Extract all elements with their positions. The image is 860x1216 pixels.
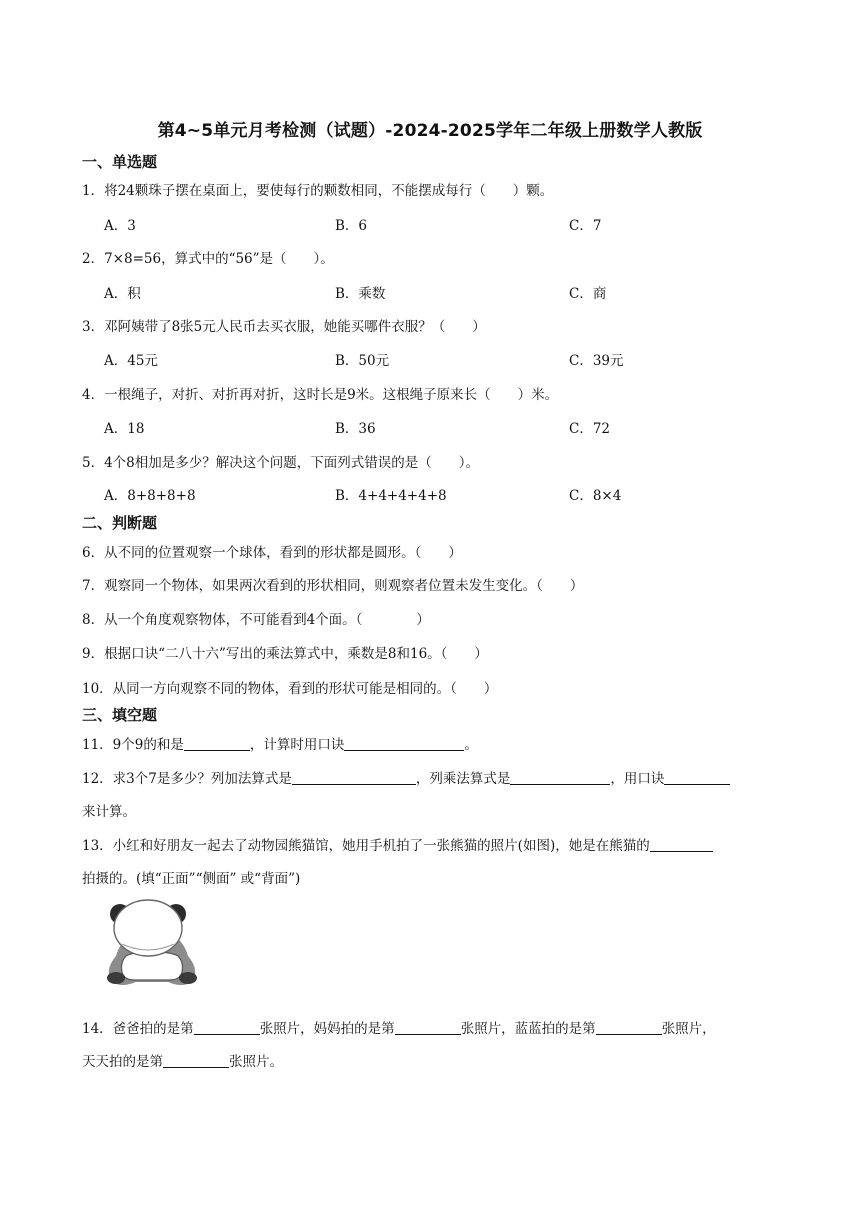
question-7: 7．观察同一个物体，如果两次看到的形状相同，则观察者位置未发生变化。（ ） [82,578,584,594]
section-heading-single-choice: 一、单选题 [82,153,158,171]
question-14-continued [82,1050,283,1070]
answer-blank[interactable] [194,1020,260,1035]
question-text: 张照片。 [229,1054,283,1070]
answer-blank[interactable] [664,770,730,785]
question-text: 14．爸爸拍的是第 [82,1021,194,1037]
option-c: C．8×4 [569,488,622,504]
answer-blank[interactable] [395,1020,461,1035]
question-9: 9．根据口诀“二八十六”写出的乘法算式中，乘数是8和16。（ ） [82,646,488,662]
option-b: B．6 [335,218,368,234]
question-text: ，列乘法算式是 [415,771,511,787]
answer-blank[interactable] [510,770,610,785]
answer-blank[interactable] [292,770,416,785]
question-6: 6．从不同的位置观察一个球体，看到的形状都是圆形。（ ） [82,545,462,561]
option-c: C．7 [569,218,602,234]
question-5: 5．4个8相加是多少？解决这个问题，下面列式错误的是（ ）。 [82,455,480,471]
option-b: B．4+4+4+4+8 [335,488,447,504]
option-a: A．3 [104,218,136,234]
question-10: 10．从同一方向观察不同的物体，看到的形状可能是相同的。（ ） [82,681,498,697]
option-a: A．45元 [104,353,158,369]
question-12-continued: 来计算。 [82,804,136,820]
option-b: B．50元 [335,353,390,369]
section-heading-true-false: 二、判断题 [82,514,158,532]
option-b: B．乘数 [335,286,386,302]
question-3: 3．邓阿姨带了8张5元人民币去买衣服，她能买哪件衣服？（ ） [82,319,486,335]
answer-blank[interactable] [184,736,250,751]
question-text: ，用口诀 [610,771,665,787]
page-title: 第4~5单元月考检测（试题）-2024-2025学年二年级上册数学人教版 [157,121,703,141]
question-text: 11．9个9的和是 [82,737,184,753]
question-text: 12．求3个7是多少？列加法算式是 [82,771,292,787]
option-b: B．36 [335,421,376,437]
answer-blank[interactable] [596,1020,662,1035]
section-heading-fill-in: 三、填空题 [82,706,158,724]
question-text: ，计算时用口诀 [249,737,345,753]
question-text: 天天拍的是第 [82,1054,163,1070]
question-text: 张照片，妈妈拍的是第 [259,1021,395,1037]
question-12 [82,767,730,787]
answer-blank[interactable] [163,1053,229,1068]
option-a: A．8+8+8+8 [104,488,196,504]
question-11 [82,733,478,753]
panda-back-view-image [102,898,202,990]
question-text: 张照片， [661,1021,716,1037]
option-c: C．商 [569,286,607,302]
answer-blank[interactable] [650,837,713,852]
answer-blank[interactable] [344,736,464,751]
question-13-continued: 拍摄的。(填“正面”“侧面” 或“背面”) [82,871,301,887]
question-14 [82,1017,716,1037]
question-text: 。 [464,737,478,753]
question-13 [82,834,713,854]
question-2: 2．7×8=56，算式中的“56”是（ ）。 [82,251,334,267]
question-1: 1．将24颗珠子摆在桌面上，要使每行的颗数相同，不能摆成每行（ ）颗。 [82,183,554,199]
question-4: 4．一根绳子，对折、对折再对折，这时长是9米。这根绳子原来长（ ）米。 [82,387,559,403]
option-a: A．18 [104,421,145,437]
option-c: C．72 [569,421,611,437]
question-text: 13．小红和好朋友一起去了动物园熊猫馆，她用手机拍了一张熊猫的照片(如图)，她是在熊猫的 [82,838,650,854]
option-c: C．39元 [569,353,624,369]
question-8: 8．从一个角度观察物体，不可能看到4个面。（ ） [82,612,430,628]
option-a: A．积 [104,286,141,302]
question-text: 张照片，蓝蓝拍的是第 [460,1021,596,1037]
